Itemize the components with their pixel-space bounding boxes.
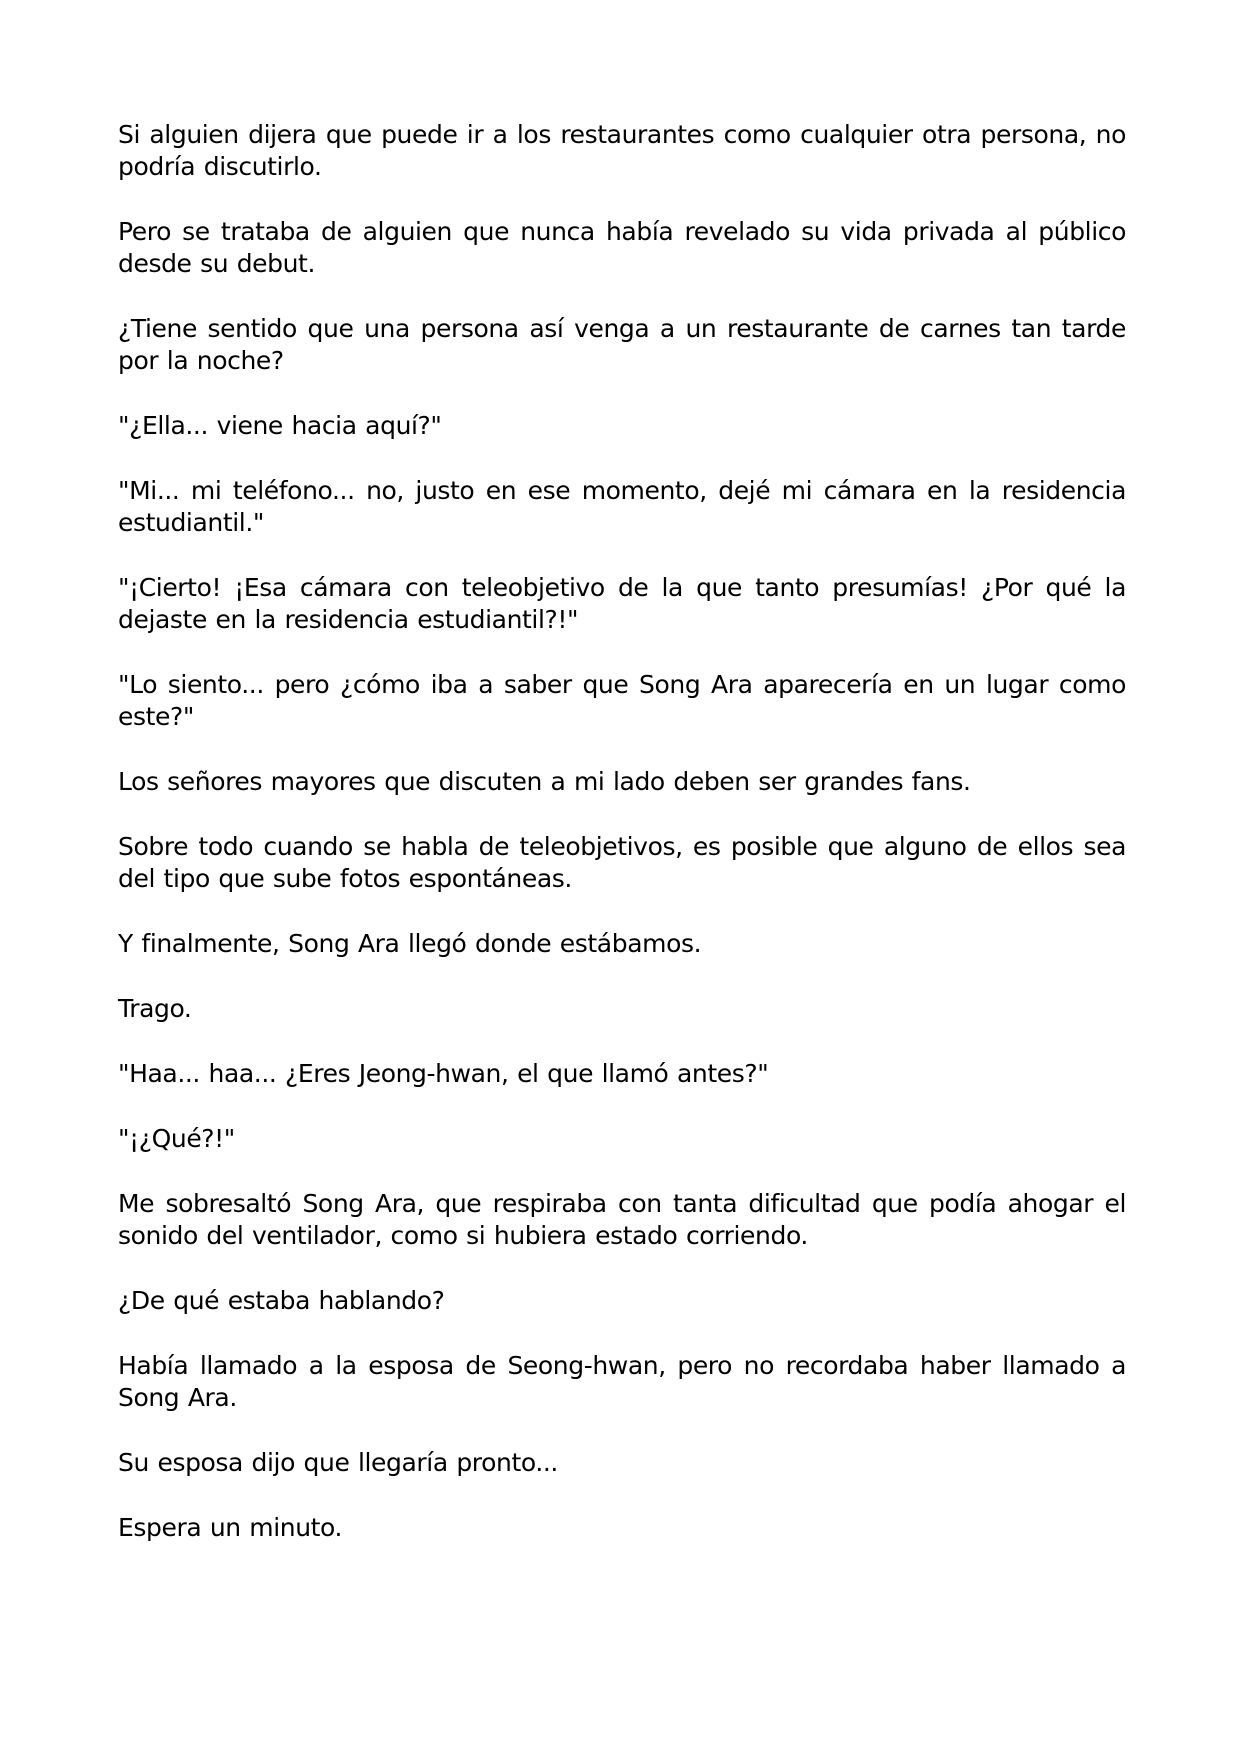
paragraph: Si alguien dijera que puede ir a los restaurantes como cualquier otra persona, no podría discutirlo. [118, 120, 1126, 181]
paragraph: Sobre todo cuando se habla de teleobjetivos, es posible que alguno de ellos sea del tipo que sube fotos espontáneas. [118, 832, 1126, 893]
paragraph: "¿Ella... viene hacia aquí?" [118, 411, 442, 440]
document-body [118, 119, 1126, 1577]
paragraph: Espera un minuto. [118, 1513, 343, 1542]
paragraph: "Mi... mi teléfono... no, justo en ese momento, dejé mi cámara en la residencia estudiantil." [118, 476, 1126, 537]
paragraph: Trago. [118, 994, 192, 1023]
paragraph: Pero se trataba de alguien que nunca había revelado su vida privada al público desde su debut. [118, 217, 1126, 278]
paragraph: ¿De qué estaba hablando? [118, 1286, 445, 1315]
paragraph: "¡Cierto! ¡Esa cámara con teleobjetivo de la que tanto presumías! ¿Por qué la dejaste en la residencia estudiantil?!" [118, 573, 1126, 634]
paragraph: Los señores mayores que discuten a mi lado deben ser grandes fans. [118, 767, 971, 796]
paragraph: ¿Tiene sentido que una persona así venga a un restaurante de carnes tan tarde por la noche? [118, 314, 1126, 375]
paragraph: Su esposa dijo que llegaría pronto... [118, 1448, 558, 1477]
paragraph: Me sobresaltó Song Ara, que respiraba con tanta dificultad que podía ahogar el sonido del ventilador, como si hubiera estado corriendo. [118, 1189, 1126, 1250]
paragraph: "Lo siento... pero ¿cómo iba a saber que Song Ara aparecería en un lugar como este?" [118, 670, 1126, 731]
paragraph: "¡¿Qué?!" [118, 1124, 235, 1153]
paragraph: Había llamado a la esposa de Seong-hwan, pero no recordaba haber llamado a Song Ara. [118, 1351, 1126, 1412]
paragraph: Y finalmente, Song Ara llegó donde estábamos. [118, 929, 702, 958]
paragraph: "Haa... haa... ¿Eres Jeong-hwan, el que llamó antes?" [118, 1059, 769, 1088]
